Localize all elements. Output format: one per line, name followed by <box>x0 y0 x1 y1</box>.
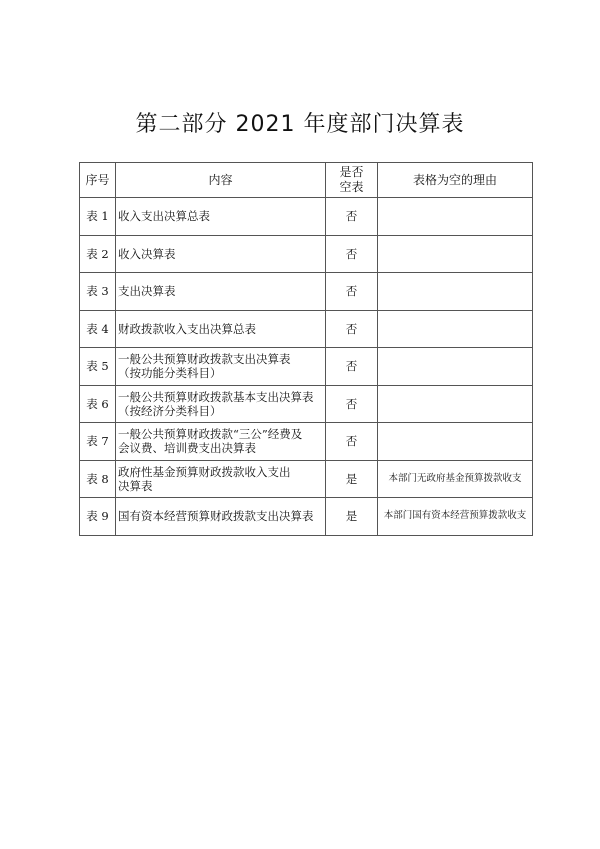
table-row <box>80 498 533 536</box>
row-empty-reason <box>378 198 533 236</box>
row-empty-reason <box>378 310 533 348</box>
row-is-empty: 否 <box>326 273 378 311</box>
row-empty-reason <box>378 385 533 423</box>
row-content <box>116 198 326 236</box>
table-row <box>80 460 533 498</box>
table-row <box>80 273 533 311</box>
header-empty <box>326 163 378 198</box>
row-number: 表 9 <box>80 498 116 536</box>
row-number: 表 4 <box>80 310 116 348</box>
table-header-row <box>80 163 533 198</box>
row-is-empty: 否 <box>326 235 378 273</box>
table-row <box>80 310 533 348</box>
header-reason: 表格为空的理由 <box>378 163 533 198</box>
budget-tables-index <box>79 162 533 536</box>
row-content-line: （按功能分类科目） <box>118 366 222 381</box>
row-number: 表 3 <box>80 273 116 311</box>
row-content-line: 收入决算表 <box>118 246 176 261</box>
row-content <box>116 460 326 498</box>
row-empty-reason: 本部门国有资本经营预算拨款收支 <box>378 498 533 536</box>
row-content <box>116 273 326 311</box>
header-empty-line2: 空表 <box>339 180 364 194</box>
table-row <box>80 423 533 461</box>
row-content-line: 一般公共预算财政拨款支出决算表 <box>118 352 291 367</box>
row-content <box>116 498 326 536</box>
table-row <box>80 235 533 273</box>
row-empty-reason <box>378 235 533 273</box>
header-content: 内容 <box>116 163 326 198</box>
row-content <box>116 423 326 461</box>
row-empty-reason <box>378 273 533 311</box>
row-content-line: 一般公共预算财政拨款基本支出决算表 <box>118 389 314 404</box>
row-is-empty: 是 <box>326 460 378 498</box>
header-empty-line1: 是否 <box>339 165 364 179</box>
row-number: 表 5 <box>80 348 116 386</box>
row-content <box>116 310 326 348</box>
row-content-line: 一般公共预算财政拨款“三公”经费及 <box>118 427 303 442</box>
row-empty-reason <box>378 348 533 386</box>
row-content-line: 决算表 <box>118 478 153 493</box>
page-title: 第二部分 2021 年度部门决算表 <box>135 112 465 137</box>
row-is-empty: 否 <box>326 423 378 461</box>
row-number: 表 6 <box>80 385 116 423</box>
row-is-empty: 否 <box>326 348 378 386</box>
row-content-line: 政府性基金预算财政拨款收入支出 <box>118 464 291 479</box>
row-content-line: 会议费、培训费支出决算表 <box>118 441 256 456</box>
row-number: 表 1 <box>80 198 116 236</box>
row-number: 表 7 <box>80 423 116 461</box>
table-row <box>80 385 533 423</box>
row-content <box>116 348 326 386</box>
row-content-line: 收入支出决算总表 <box>118 209 210 224</box>
row-is-empty: 是 <box>326 498 378 536</box>
header-no: 序号 <box>80 163 116 198</box>
row-content <box>116 385 326 423</box>
row-empty-reason <box>378 423 533 461</box>
row-empty-reason: 本部门无政府基金预算拨款收支 <box>378 460 533 498</box>
row-content-line: 支出决算表 <box>118 284 176 299</box>
row-content-line: 财政拨款收入支出决算总表 <box>118 321 256 336</box>
table-row <box>80 198 533 236</box>
row-is-empty: 否 <box>326 198 378 236</box>
table-row <box>80 348 533 386</box>
row-number: 表 2 <box>80 235 116 273</box>
row-is-empty: 否 <box>326 385 378 423</box>
row-content-line: （按经济分类科目） <box>118 403 222 418</box>
row-content <box>116 235 326 273</box>
row-is-empty: 否 <box>326 310 378 348</box>
row-content-line: 国有资本经营预算财政拨款支出决算表 <box>118 509 314 524</box>
row-number: 表 8 <box>80 460 116 498</box>
